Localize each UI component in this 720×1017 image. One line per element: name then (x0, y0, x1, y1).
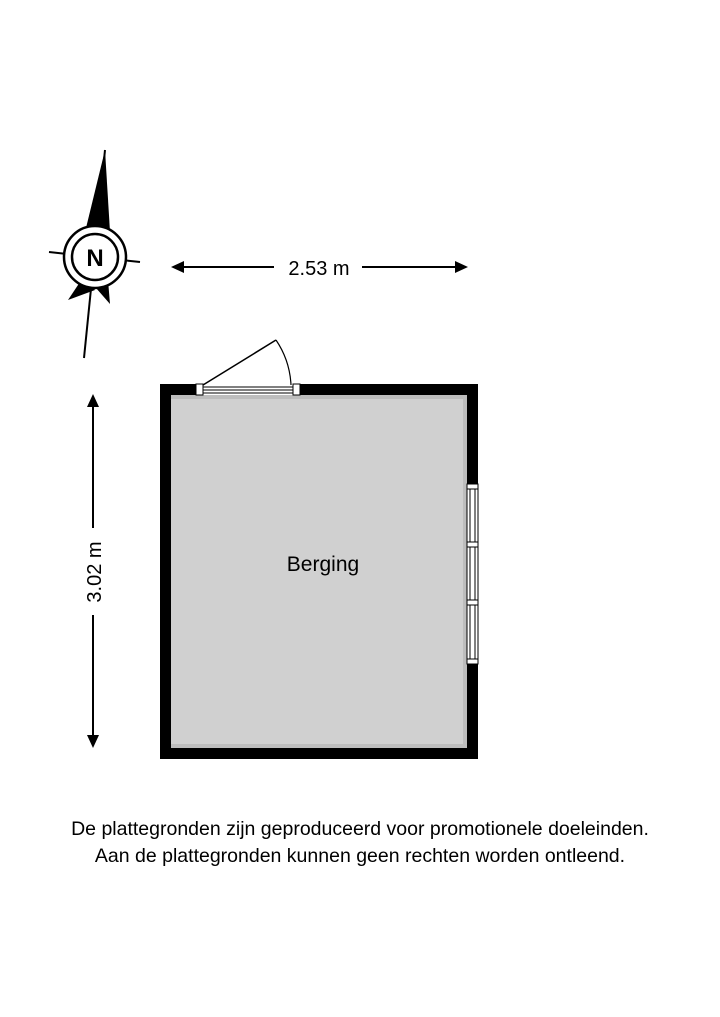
width-dimension (171, 258, 468, 280)
disclaimer-line-1: De plattegronden zijn geproduceerd voor promotionele doeleinden. (71, 818, 649, 840)
room-name: Berging (286, 553, 360, 576)
arrow-right-icon (455, 261, 468, 273)
arrow-left-icon (171, 261, 184, 273)
disclaimer (0, 816, 720, 870)
arrow-up-icon (87, 394, 99, 407)
room-berging (160, 340, 478, 759)
height-label: 3.02 m (84, 541, 106, 603)
window (467, 484, 478, 664)
north-arrow-icon (49, 150, 140, 358)
disclaimer-line-2: Aan de plattegronden kunnen geen rechten worden ontleend. (94, 845, 626, 867)
width-label: 2.53 m (288, 258, 350, 280)
arrow-down-icon (87, 735, 99, 748)
height-dimension (84, 394, 106, 748)
compass-letter: N (86, 245, 104, 272)
door (196, 340, 300, 395)
